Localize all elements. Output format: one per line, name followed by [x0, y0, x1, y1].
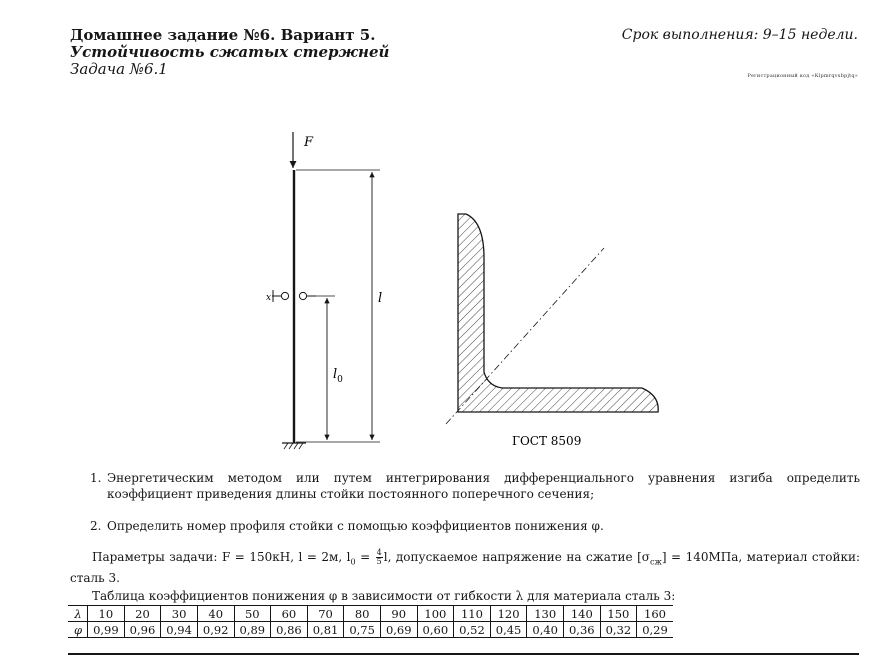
force-label: F [304, 135, 314, 150]
lambda-header: λ [68, 606, 88, 622]
fraction-numerator: 4 [376, 548, 382, 557]
params-part-4: ] = 140МПа, материал стойки: сталь 3. [70, 550, 860, 586]
table-caption: Таблица коэффициентов понижения φ в зависимости от гибкости λ для материала сталь 3: [92, 589, 676, 603]
item-text: Определить номер профиля стойки с помощью коэффициентов понижения φ. [107, 519, 604, 533]
task-parameters [70, 549, 860, 587]
fraction [376, 549, 383, 566]
phi-cell: 0,81 [307, 622, 344, 638]
l-label: l [378, 291, 383, 306]
l0-label: l [333, 367, 338, 382]
task-item-2 [90, 518, 860, 534]
fixed-support [282, 443, 306, 449]
phi-cell: 0,94 [161, 622, 198, 638]
lambda-cell: 40 [197, 606, 234, 622]
params-part-2: = [355, 550, 375, 564]
task-number: Задача №6.1 [70, 60, 168, 78]
item-number: 2. [90, 519, 102, 533]
lambda-cell: 160 [637, 606, 673, 622]
phi-header: φ [68, 622, 88, 638]
phi-cell: 0,45 [490, 622, 527, 638]
lambda-cell: 90 [380, 606, 417, 622]
l0-sub: 0 [350, 557, 356, 567]
phi-cell: 0,75 [344, 622, 381, 638]
phi-cell: 0,40 [527, 622, 564, 638]
params-part-1: Параметры задачи: F = 150кН, l = 2м, l [92, 550, 351, 564]
lambda-cell: 30 [161, 606, 198, 622]
lambda-cell: 80 [344, 606, 381, 622]
phi-cell: 0,92 [197, 622, 234, 638]
phi-cell: 0,32 [600, 622, 637, 638]
l0-subscript: 0 [337, 375, 343, 385]
lambda-cell: 50 [234, 606, 271, 622]
phi-cell: 0,86 [271, 622, 308, 638]
lambda-cell: 70 [307, 606, 344, 622]
task-item-1 [90, 470, 860, 502]
lambda-cell: 110 [454, 606, 491, 622]
phi-cell: 0,36 [563, 622, 600, 638]
phi-cell: 0,69 [380, 622, 417, 638]
phi-cell: 0,96 [124, 622, 161, 638]
lambda-cell: 60 [271, 606, 308, 622]
deadline-text: Срок выполнения: 9–15 недели. [621, 27, 858, 43]
phi-cell: 0,29 [637, 622, 673, 638]
phi-cell: 0,52 [454, 622, 491, 638]
angle-section [458, 214, 658, 412]
params-part-3: l, допускаемое напряжение на сжатие [σ [383, 550, 650, 564]
lambda-cell: 150 [600, 606, 637, 622]
axis-x-label: x [266, 293, 272, 303]
lambda-cell: 10 [88, 606, 125, 622]
item-text: Энергетическим методом или путем интегрирования дифференциального уравнения изгиба определить коэффициент приведения длины стойки постоянного поперечного сечения; [107, 471, 860, 501]
lambda-cell: 20 [124, 606, 161, 622]
lambda-cell: 140 [563, 606, 600, 622]
section-caption: ГОСТ 8509 [512, 434, 582, 448]
fraction-denominator: 5 [376, 557, 382, 566]
coefficients-table [68, 605, 673, 638]
lambda-cell: 100 [417, 606, 454, 622]
page-subtitle: Устойчивость сжатых стержней [70, 43, 390, 61]
lambda-row [68, 606, 673, 622]
lambda-cell: 130 [527, 606, 564, 622]
phi-cell: 0,99 [88, 622, 125, 638]
lambda-cell: 120 [490, 606, 527, 622]
phi-cell: 0,60 [417, 622, 454, 638]
bottom-rule [68, 653, 859, 655]
page-title: Домашнее задание №6. Вариант 5. [70, 26, 376, 44]
svg-text:l0 [333, 367, 343, 385]
phi-row [68, 622, 673, 638]
sigma-sub: сж [650, 557, 662, 567]
registration-code: Регистрационный код «Кlpmrqvsbpjtq» [747, 73, 858, 79]
phi-cell: 0,89 [234, 622, 271, 638]
item-number: 1. [90, 471, 102, 485]
